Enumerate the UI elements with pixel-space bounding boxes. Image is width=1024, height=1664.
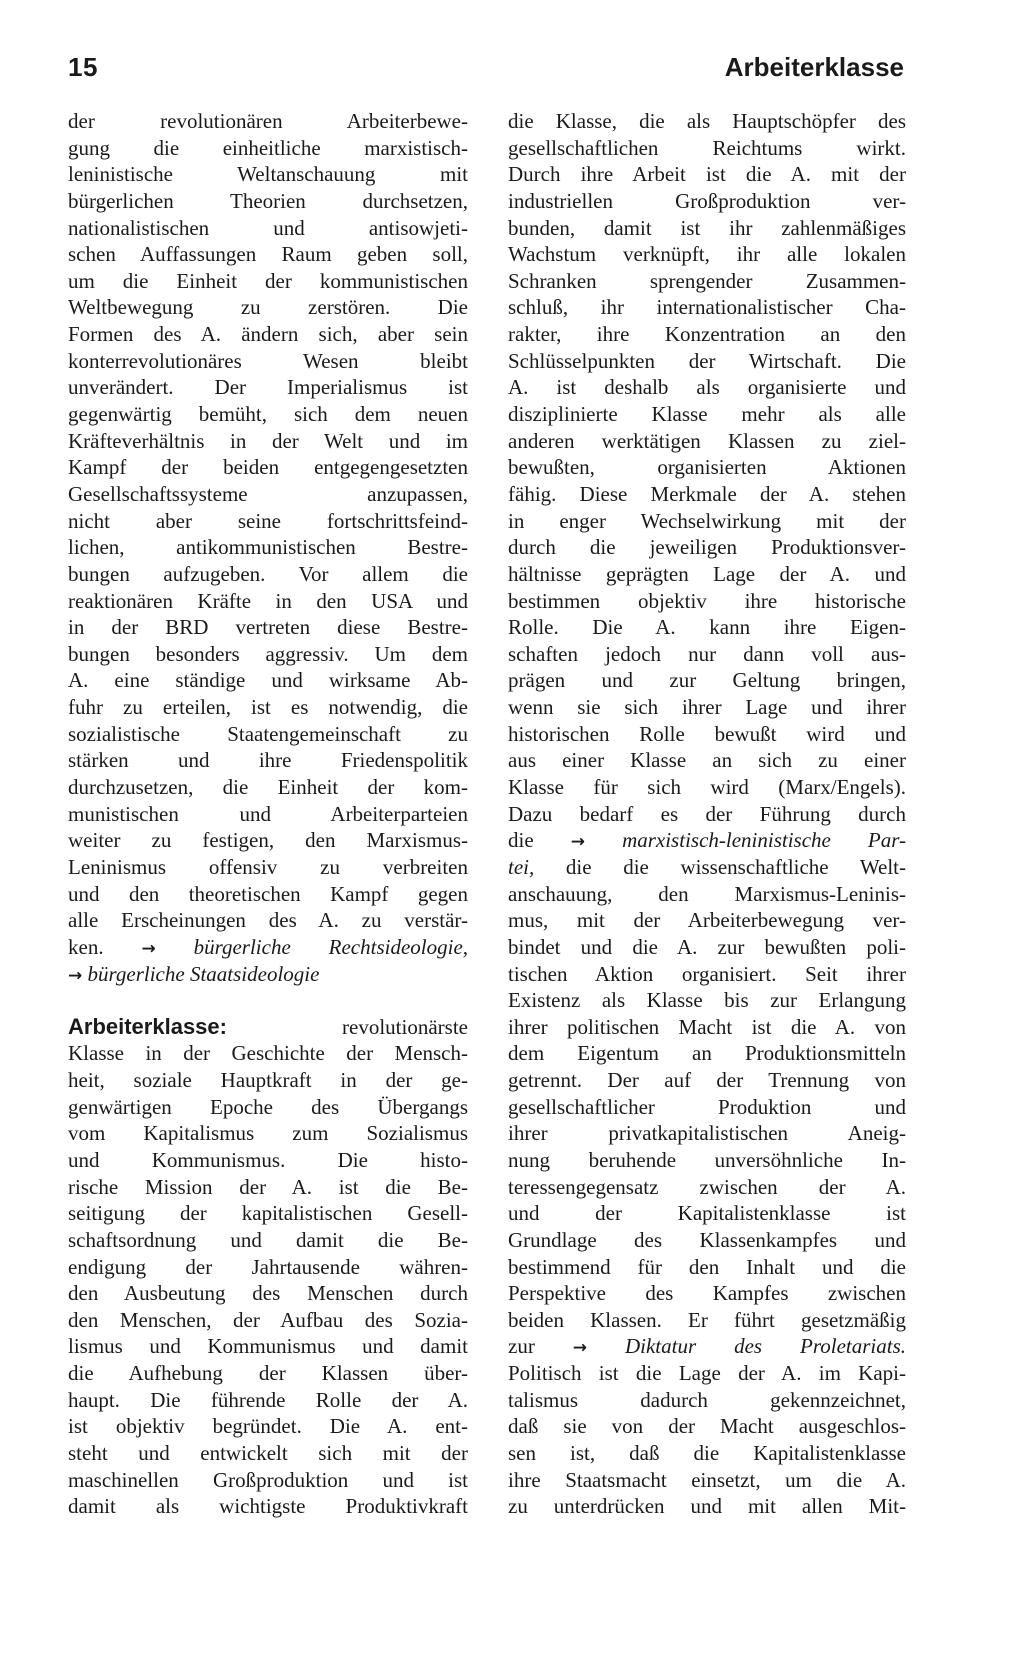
text-line: Dazu bedarf es der Führung durch [508, 801, 906, 826]
page-header [68, 52, 904, 92]
text-line: teressengegensatz zwischen der A. [508, 1174, 906, 1199]
text-line: bungen aufzugeben. Vor allem die [68, 561, 468, 586]
text-line: gesellschaftlicher Produktion und [508, 1094, 906, 1119]
text-line: heit, soziale Hauptkraft in der ge- [68, 1068, 468, 1093]
text-line: rische Mission der A. ist die Be- [68, 1174, 468, 1199]
cross-reference-link[interactable]: Diktatur des Proletariats. [624, 1334, 906, 1359]
text-line: ihre Staatsmacht einsetzt, um die A. [508, 1467, 906, 1492]
text-line: bindet und die A. zur bewußten poli- [508, 934, 906, 959]
text-line: schen Auffassungen Raum geben soll, [68, 242, 468, 267]
text-line: gegenwärtig bemüht, sich dem neuen [68, 402, 468, 427]
text-line: Perspektive des Kampfes zwischen [508, 1281, 906, 1306]
left-text-block-entry [68, 1040, 468, 1520]
arrow-icon: → [570, 832, 585, 853]
text-line: schaften jedoch nur dann voll aus- [508, 641, 906, 666]
text-line: nationalistischen und antisowjeti- [68, 215, 468, 240]
text-line: um die Einheit der kommunistischen [68, 268, 468, 293]
text-line: Durch ihre Arbeit ist die A. mit der [508, 162, 906, 187]
text-line: reaktionären Kräfte in den USA und [68, 588, 468, 613]
text-line: historischen Rolle bewußt wird und [508, 721, 906, 746]
text-line: steht und entwickelt sich mit der [68, 1441, 468, 1466]
page-number: 15 [68, 52, 98, 82]
text-line: fähig. Diese Merkmale der A. stehen [508, 481, 906, 506]
text-line: fuhr zu erteilen, ist es notwendig, die [68, 695, 468, 720]
text-line: gesellschaftlichen Reichtums wirkt. [508, 135, 906, 160]
entry-first-line: Arbeiterklasse: revolutionärste [68, 1013, 468, 1039]
text-line: unverändert. Der Imperialismus ist [68, 375, 468, 400]
text-line: anschauung, den Marxismus-Leninis- [508, 881, 906, 906]
text-line: weiter zu festigen, den Marxismus- [68, 828, 468, 853]
arrow-icon: → [141, 938, 156, 959]
text-line: Schlüsselpunkten der Wirtschaft. Die [508, 348, 906, 373]
text-line: bungen besonders aggressiv. Um dem [68, 641, 468, 666]
right-column [508, 108, 906, 1520]
running-head: Arbeiterklasse [724, 52, 904, 82]
text-line: schluß, ihr internationalistischer Cha- [508, 295, 906, 320]
right-text-block [508, 108, 906, 827]
arrow-icon: → [68, 965, 83, 986]
text-line: Kampf der beiden entgegengesetzten [68, 455, 468, 480]
text-line: maschinellen Großproduktion und ist [68, 1467, 468, 1492]
cross-reference-line [68, 961, 468, 988]
text-line: hältnisse geprägten Lage der A. und [508, 561, 906, 586]
text-line: rakter, ihre Konzentration an den [508, 322, 906, 347]
text-line: bewußten, organisierten Aktionen [508, 455, 906, 480]
text-line: ihrer politischen Macht ist die A. von [508, 1014, 906, 1039]
text-line: talismus dadurch gekennzeichnet, [508, 1387, 906, 1412]
text-line: A. eine ständige und wirksame Ab- [68, 668, 468, 693]
text-line: den Menschen, der Aufbau des Sozia- [68, 1307, 468, 1332]
text-line: bunden, damit ist ihr zahlenmäßiges [508, 215, 906, 240]
cross-reference-link[interactable]: bürgerliche Staatsideologie [87, 961, 320, 986]
right-text-block [508, 881, 906, 1334]
text-line: endigung der Jahrtausende währen- [68, 1254, 468, 1279]
text-line: in der BRD vertreten diese Bestre- [68, 615, 468, 640]
text-line: nung beruhende unversöhnliche In- [508, 1147, 906, 1172]
text-line: Grundlage des Klassenkampfes und [508, 1227, 906, 1252]
text-line: Klasse für sich wird (Marx/Engels). [508, 775, 906, 800]
left-text-block [68, 108, 468, 934]
text-line: A. ist deshalb als organisierte und [508, 375, 906, 400]
cross-reference-link[interactable]: marxistisch-leninistische Par- [622, 828, 906, 853]
text-line: Klasse in der Geschichte der Mensch- [68, 1041, 468, 1066]
text-line: alle Erscheinungen des A. zu verstär- [68, 908, 468, 933]
text-line: konterrevolutionäres Wesen bleibt [68, 348, 468, 373]
text-line: industriellen Großproduktion ver- [508, 188, 906, 213]
text-line: sen ist, daß die Kapitalistenklasse [508, 1441, 906, 1466]
text-line: den Ausbeutung des Menschen durch [68, 1281, 468, 1306]
text-line: und den theoretischen Kampf gegen [68, 881, 468, 906]
text-line: wenn sie sich ihrer Lage und ihrer [508, 695, 906, 720]
text-line: nicht aber seine fortschrittsfeind- [68, 508, 468, 533]
cross-reference-link[interactable]: bürgerliche Rechtsideologie, [193, 934, 468, 959]
cross-reference-line: ken. → bürgerliche Rechtsideologie, [68, 934, 468, 959]
text-line: daß sie von der Macht ausgeschlos- [508, 1414, 906, 1439]
text-line: und der Kapitalistenklasse ist [508, 1201, 906, 1226]
text-line: aus einer Klasse an sich zu einer [508, 748, 906, 773]
cross-reference-line: zur → Diktatur des Proletariats. [508, 1334, 906, 1359]
text-line: durchzusetzen, die Einheit der kom- [68, 775, 468, 800]
text-line: damit als wichtigste Produktivkraft [68, 1494, 468, 1519]
arrow-icon: → [572, 1338, 588, 1359]
cross-reference-link[interactable]: tei, [508, 854, 535, 879]
text-line: Leninismus offensiv zu verbreiten [68, 854, 468, 879]
text-line: sozialistische Staatengemeinschaft zu [68, 721, 468, 746]
text-line: prägen und zur Geltung bringen, [508, 668, 906, 693]
text-line: ist objektiv begründet. Die A. ent- [68, 1414, 468, 1439]
text-line: die Aufhebung der Klassen über- [68, 1361, 468, 1386]
text-line: anderen werktätigen Klassen zu ziel- [508, 428, 906, 453]
text-line: haupt. Die führende Rolle der A. [68, 1387, 468, 1412]
text-line: zu unterdrücken und mit allen Mit- [508, 1494, 906, 1519]
text-line: Existenz als Klasse bis zur Erlangung [508, 988, 906, 1013]
text-line: durch die jeweiligen Produktionsver- [508, 535, 906, 560]
text-line: lismus und Kommunismus und damit [68, 1334, 468, 1359]
text-line: Weltbewegung zu zerstören. Die [68, 295, 468, 320]
text-line: dem Eigentum an Produktionsmitteln [508, 1041, 906, 1066]
text-line: bestimmend für den Inhalt und die [508, 1254, 906, 1279]
text-line: und Kommunismus. Die histo- [68, 1147, 468, 1172]
text-line: Rolle. Die A. kann ihre Eigen- [508, 615, 906, 640]
left-column [68, 108, 468, 1520]
text-line: stärken und ihre Friedenspolitik [68, 748, 468, 773]
text-line: bürgerlichen Theorien durchsetzen, [68, 188, 468, 213]
text-line: munistischen und Arbeiterparteien [68, 801, 468, 826]
entry-headword: Arbeiterklasse: [68, 1013, 227, 1039]
text-line: der revolutionären Arbeiterbewe- [68, 109, 468, 133]
text-line: ihrer privatkapitalistischen Aneig- [508, 1121, 906, 1146]
text-line: Gesellschaftssysteme anzupassen, [68, 481, 468, 506]
text-line: mus, mit der Arbeiterbewegung ver- [508, 908, 906, 933]
paragraph-gap [68, 987, 468, 1014]
text-line: gung die einheitliche marxistisch- [68, 135, 468, 160]
text-line: Kräfteverhältnis in der Welt und im [68, 428, 468, 453]
text-line: seitigung der kapitalistischen Gesell- [68, 1201, 468, 1226]
text-line: in enger Wechselwirkung mit der [508, 508, 906, 533]
text-line: beiden Klassen. Er führt gesetzmäßig [508, 1307, 906, 1332]
text-line: genwärtigen Epoche des Übergangs [68, 1094, 468, 1119]
text-line: getrennt. Der auf der Trennung von [508, 1068, 906, 1093]
cross-reference-line: tei, die die wissenschaftliche Welt- [508, 854, 906, 879]
text-line: bestimmen objektiv ihre historische [508, 588, 906, 613]
cross-reference-line: die → marxistisch-leninistische Par- [508, 828, 906, 853]
text-line: lichen, antikommunistischen Bestre- [68, 535, 468, 560]
text-line: tischen Aktion organisiert. Seit ihrer [508, 961, 906, 986]
text-line: schaftsordnung und damit die Be- [68, 1227, 468, 1252]
text-line: leninistische Weltanschauung mit [68, 162, 468, 187]
text-line: Formen des A. ändern sich, aber sein [68, 322, 468, 347]
text-line: disziplinierte Klasse mehr als alle [508, 402, 906, 427]
text-line: Politisch ist die Lage der A. im Kapi- [508, 1361, 906, 1386]
text-line: vom Kapitalismus zum Sozialismus [68, 1121, 468, 1146]
right-text-block [508, 1360, 906, 1520]
text-line: Schranken sprengender Zusammen- [508, 268, 906, 293]
text-line: die Klasse, die als Hauptschöpfer des [508, 109, 906, 133]
text-line: Wachstum verknüpft, ihr alle lokalen [508, 242, 906, 267]
